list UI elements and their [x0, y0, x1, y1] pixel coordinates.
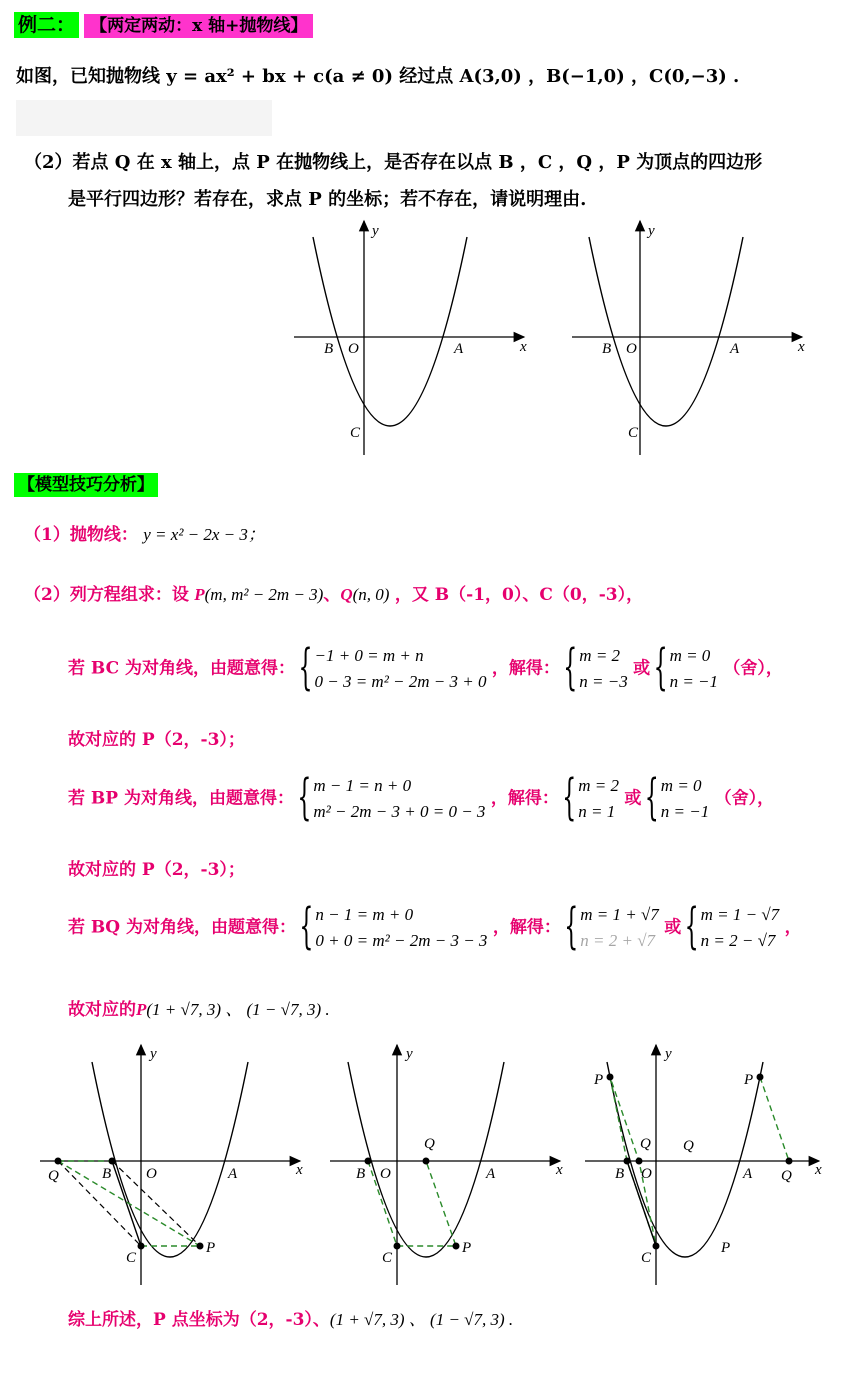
figure-right — [572, 221, 805, 455]
case3-line — [68, 902, 802, 954]
origin-label: O — [626, 341, 637, 357]
point-P-label: P — [721, 1240, 731, 1256]
case1-eq1: { −1 + 0 = m + n — [314, 646, 424, 665]
case2-solution2 — [647, 773, 709, 825]
case2-system — [299, 773, 485, 825]
part2-P: P — [194, 585, 205, 604]
question-2-line1: （2）若点 Q 在 x 轴上，点 P 在抛物线上，是否存在以点 B ，C ，Q ，P 为顶点的四边形 — [24, 152, 763, 173]
point-B-label: B — [615, 1166, 625, 1182]
x-axis-label: x — [556, 1162, 563, 1178]
case3-solve-label: ，解得： — [492, 917, 561, 938]
case3-result-prefix: 故对应的 — [68, 1000, 136, 1020]
analysis-heading: 【模型技巧分析】 — [14, 473, 158, 497]
point-P-label: P — [462, 1240, 472, 1256]
point-C-label: C — [126, 1250, 137, 1266]
case2-or: 或 — [624, 788, 642, 809]
parabola-curve — [313, 237, 467, 426]
case1-line — [68, 643, 783, 695]
case1-solution2 — [656, 643, 718, 695]
part1-label: （1）抛物线： — [24, 525, 138, 545]
case3-sol1-m: { m = 1 + √7 — [580, 905, 659, 924]
part2-rest: ，又 B（-1，0）、C（0，-3）， — [394, 585, 644, 605]
point-C-label: C — [641, 1250, 652, 1266]
case1-discard: （舍）， — [723, 658, 783, 679]
problem-figures — [280, 215, 820, 465]
case2-solve-label: ，解得： — [490, 788, 559, 809]
point-C-label: C — [382, 1250, 393, 1266]
point-A-label: A — [730, 341, 740, 357]
y-axis-label: y — [665, 1046, 672, 1062]
y-axis-label: y — [406, 1046, 413, 1062]
part2-separator: 、 — [323, 585, 341, 605]
case3-result-P: P — [136, 1000, 147, 1019]
point-B-label: B — [602, 341, 612, 357]
case1-eq2: 0 − 3 = m² − 2m − 3 + 0 — [314, 672, 487, 691]
point-A-label: A — [228, 1166, 238, 1182]
case3-or: 或 — [664, 917, 682, 938]
case2-sol1-n: n = 1 — [578, 802, 616, 821]
point-P-label: P — [206, 1240, 216, 1256]
point-B-label: B — [324, 341, 334, 357]
case3-prefix: 若 BQ 为对角线，由题意得： — [68, 917, 297, 938]
part1-line — [24, 520, 265, 545]
part2-Q-expr: (n, 0) — [352, 585, 390, 604]
case1-prefix: 若 BC 为对角线，由题意得： — [68, 658, 296, 679]
y-axis-label: y — [648, 223, 655, 239]
case3-eq1: { n − 1 = m + 0 — [315, 905, 414, 924]
x-axis-label: x — [296, 1162, 303, 1178]
case1-system — [300, 643, 486, 695]
case1-result: 故对应的 P（2，-3）； — [68, 730, 245, 750]
figure-case-bq — [585, 1045, 822, 1285]
case2-sol2-m: { m = 0 — [660, 776, 702, 795]
part2-label: （2）列方程组求：设 — [24, 585, 189, 605]
case3-sol1-n: n = 2 + √7 — [580, 931, 656, 950]
case3-solution1 — [566, 902, 659, 954]
solution-figures — [30, 1040, 830, 1290]
blurred-part1 — [16, 100, 272, 136]
origin-label: O — [380, 1166, 391, 1182]
point-P-label: P — [744, 1072, 754, 1088]
problem-intro: 如图，已知抛物线 y = ax² + bx + c(a ≠ 0) 经过点 A(3,0) ，B(−1,0) ，C(0,−3) . — [16, 66, 740, 87]
point-Q-label: Q — [781, 1168, 792, 1184]
parabola-curve — [589, 237, 743, 426]
point-A-label: A — [454, 341, 464, 357]
point-Q-label: Q — [683, 1138, 694, 1154]
origin-label: O — [641, 1166, 652, 1182]
point-Q-label: Q — [424, 1136, 435, 1152]
point-A-label: A — [486, 1166, 496, 1182]
point-A-label: A — [743, 1166, 753, 1182]
summary-expr: (1 + √7, 3) 、 (1 − √7, 3) . — [329, 1310, 514, 1329]
origin-label: O — [146, 1166, 157, 1182]
case2-sol2-n: n = −1 — [660, 802, 710, 821]
x-axis-label: x — [815, 1162, 822, 1178]
case2-result: 故对应的 P（2，-3）； — [68, 860, 245, 880]
point-C-label: C — [350, 425, 361, 441]
y-axis-label: y — [150, 1046, 157, 1062]
case2-solution1 — [564, 773, 619, 825]
case2-prefix: 若 BP 为对角线，由题意得： — [68, 788, 294, 809]
case1-sol2-m: { m = 0 — [669, 646, 711, 665]
x-axis-label: x — [520, 339, 527, 355]
case3-system — [301, 902, 487, 954]
example-label: 例二： — [14, 12, 79, 38]
case1-sol1-m: { m = 2 — [579, 646, 621, 665]
case1-sol1-n: n = −3 — [579, 672, 628, 691]
point-Q-label: Q — [640, 1136, 651, 1152]
case1-solution1 — [565, 643, 627, 695]
case3-sol2-n: n = 2 − √7 — [700, 931, 776, 950]
case2-line — [68, 773, 774, 825]
part1-equation: y = x² − 2x − 3； — [143, 525, 265, 544]
question-2-line2: 是平行四边形？若存在，求点 P 的坐标；若不存在，请说明理由. — [68, 189, 587, 210]
case2-discard: （舍）， — [714, 788, 775, 809]
case3-result-expr: (1 + √7, 3) 、 (1 − √7, 3) . — [146, 1000, 330, 1019]
header-bar — [14, 10, 313, 37]
part2-P-expr: (m, m² − 2m − 3) — [204, 585, 324, 604]
summary-prefix: 综上所述，P 点坐标为（2，-3）、 — [68, 1310, 330, 1330]
case3-sol2-m: { m = 1 − √7 — [700, 905, 780, 924]
analysis-heading-wrap — [14, 470, 158, 495]
case3-result — [68, 995, 330, 1020]
point-B-label: B — [356, 1166, 366, 1182]
case2-sol1-m: { m = 2 — [578, 776, 619, 795]
case3-solution2 — [687, 902, 780, 954]
case3-eq2: 0 + 0 = m² − 2m − 3 − 3 — [315, 931, 488, 950]
figure-case-bp — [330, 1045, 563, 1285]
case1-or: 或 — [633, 658, 651, 679]
point-P-label: P — [594, 1072, 604, 1088]
point-C-label: C — [628, 425, 639, 441]
part2-line — [24, 580, 643, 605]
case3-comma: ， — [784, 917, 802, 938]
case1-solve-label: ，解得： — [491, 658, 560, 679]
topic-label: 【两定两动：x 轴+抛物线】 — [84, 14, 313, 38]
figure-case-bc — [40, 1045, 303, 1285]
point-Q-label: Q — [48, 1168, 59, 1184]
case2-eq2: m² − 2m − 3 + 0 = 0 − 3 — [313, 802, 486, 821]
x-axis-label: x — [798, 339, 805, 355]
summary-line — [68, 1305, 513, 1330]
y-axis-label: y — [372, 223, 379, 239]
figure-left — [294, 221, 527, 455]
point-B-label: B — [102, 1166, 112, 1182]
origin-label: O — [348, 341, 359, 357]
case2-eq1: { m − 1 = n + 0 — [313, 776, 412, 795]
part2-Q: Q — [340, 585, 353, 604]
case1-sol2-n: n = −1 — [669, 672, 719, 691]
